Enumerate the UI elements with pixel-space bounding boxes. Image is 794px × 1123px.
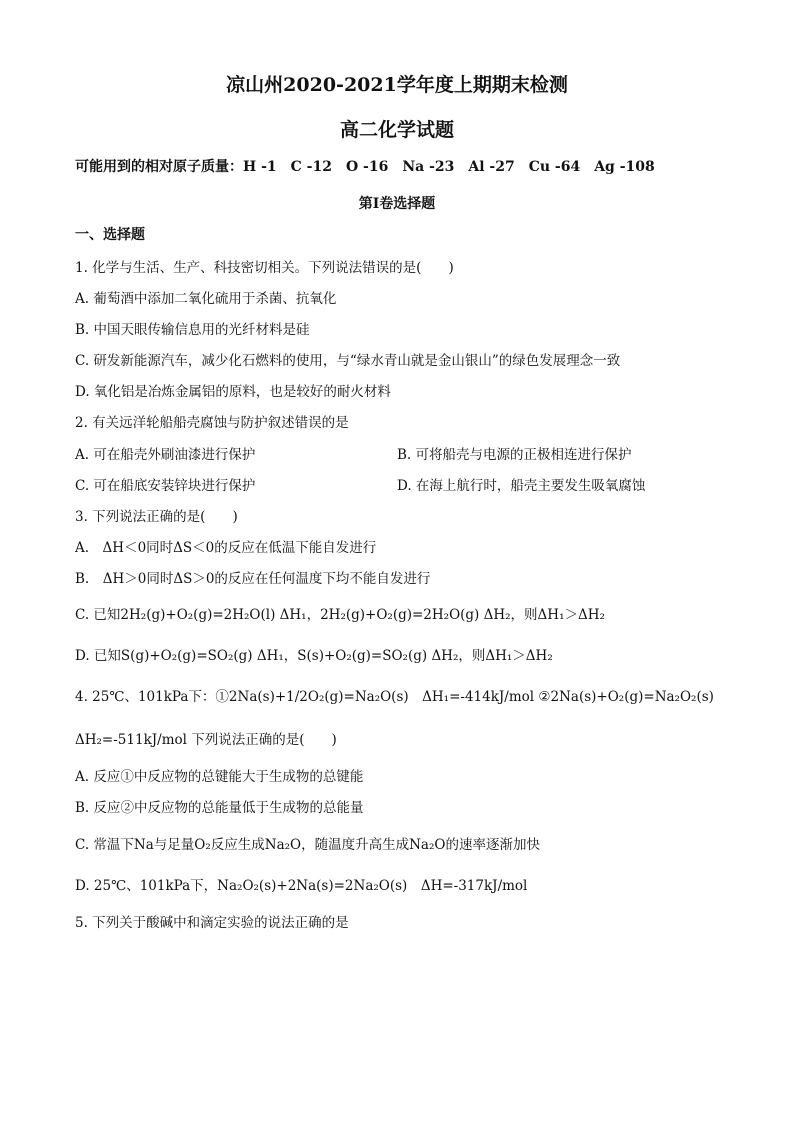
q2-option-d: D. 在海上航行时，船壳主要发生吸氧腐蚀 (397, 478, 646, 494)
exam-subtitle: 高二化学试题 (339, 119, 454, 141)
q2-stem: 2. 有关远洋轮船船壳腐蚀与防护叙述错误的是 (75, 415, 349, 431)
q4-option-a: A. 反应①中反应物的总键能大于生成物的总键能 (75, 769, 364, 785)
q2-option-c: C. 可在船底安装锌块进行保护 (75, 478, 256, 494)
q4-option-d: D. 25℃、101kPa下，Na₂O₂(s)+2Na(s)=2Na₂O(s) ΔH=-317kJ/mol (75, 878, 528, 894)
part-heading: 一、选择题 (75, 227, 145, 243)
q5-stem: 5. 下列关于酸碱中和滴定实验的说法正确的是 (75, 915, 349, 931)
q2-option-a: A. 可在船壳外刷油漆进行保护 (75, 447, 256, 463)
exam-title: 凉山州2020-2021学年度上期期末检测 (226, 74, 568, 96)
atomic-masses: 可能用到的相对原子质量：H -1 C -12 O -16 Na -23 Al -27 Cu -64 Ag -108 (75, 159, 655, 175)
q3-option-d: D. 已知S(g)+O₂(g)=SO₂(g) ΔH₁，S(s)+O₂(g)=SO₂(g) ΔH₂，则ΔH₁＞ΔH₂ (75, 648, 553, 664)
q4-option-c: C. 常温下Na与足量O₂反应生成Na₂O，随温度升高生成Na₂O的速率逐渐加快 (75, 837, 540, 853)
q1-option-a: A. 葡萄酒中添加二氧化硫用于杀菌、抗氧化 (75, 291, 337, 307)
q4-stem-line1: 4. 25℃、101kPa下：①2Na(s)+1/2O₂(g)=Na₂O(s) ΔH₁=-414kJ/mol ②2Na(s)+O₂(g)=Na₂O₂(s) (75, 689, 714, 705)
q4-option-b: B. 反应②中反应物的总能量低于生成物的总能量 (75, 800, 364, 816)
q1-stem: 1. 化学与生活、生产、科技密切相关。下列说法错误的是( ) (75, 260, 454, 276)
q1-option-b: B. 中国天眼传输信息用的光纤材料是硅 (75, 322, 310, 338)
q3-option-b: B. ΔH＞0同时ΔS＞0的反应在任何温度下均不能自发进行 (75, 571, 431, 587)
q2-option-b: B. 可将船壳与电源的正极相连进行保护 (397, 447, 632, 463)
q1-option-d: D. 氧化铝是冶炼金属铝的原料，也是较好的耐火材料 (75, 384, 391, 400)
volume-heading: 第I卷选择题 (358, 196, 436, 212)
q3-stem: 3. 下列说法正确的是( ) (75, 509, 238, 525)
q4-stem-line2: ΔH₂=-511kJ/mol 下列说法正确的是( ) (75, 732, 337, 748)
q1-option-c: C. 研发新能源汽车，减少化石燃料的使用，与“绿水青山就是金山银山”的绿色发展理念一致 (75, 353, 621, 369)
q3-option-c: C. 已知2H₂(g)+O₂(g)=2H₂O(l) ΔH₁，2H₂(g)+O₂(g)=2H₂O(g) ΔH₂，则ΔH₁＞ΔH₂ (75, 607, 605, 623)
q3-option-a: A. ΔH＜0同时ΔS＜0的反应在低温下能自发进行 (75, 540, 377, 556)
